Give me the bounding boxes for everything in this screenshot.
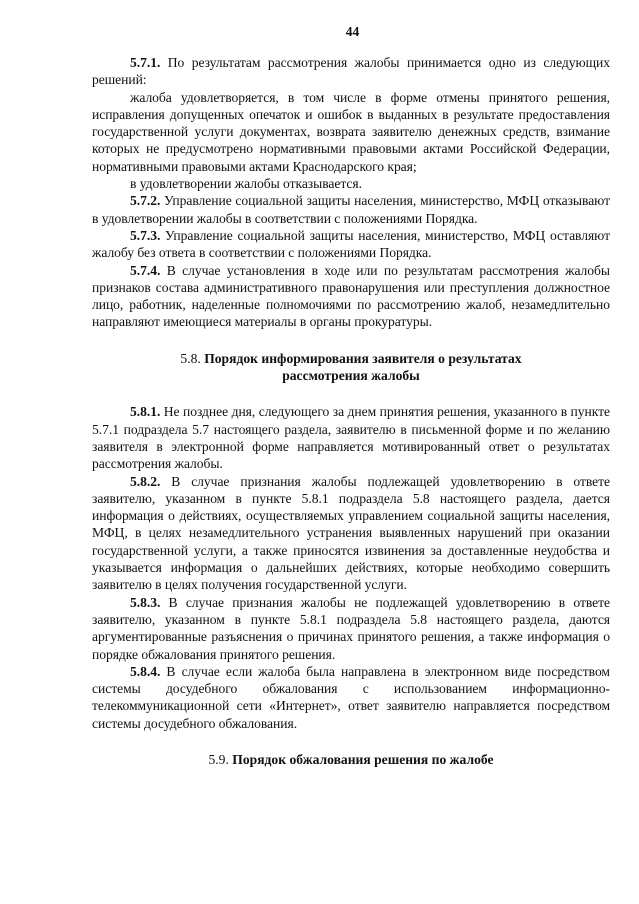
clause-text: В случае если жалоба была направлена в электронном виде посредством системы досудебного обжалования с использованием информационно-телекоммуникационной сети «Интернет», ответ заявителю направляется посредством системы досудебного обжалования. — [92, 663, 610, 731]
clause-text: В случае установления в ходе или по результатам рассмотрения жалобы признаков состава административного правонарушения или преступления должностное лицо, работник, наделенные полномочиями по рассмотрению жалоб, незамедлительно направляют имеющиеся материалы в органы прокуратуры. — [92, 262, 610, 330]
spacer — [92, 732, 610, 751]
page-number: 44 — [345, 24, 360, 39]
paragraph-5-7-1-option-2: в удовлетворении жалобы отказывается. — [130, 176, 362, 192]
section-heading-5-8 — [92, 350, 610, 385]
paragraph-5-8-4 — [92, 663, 610, 732]
paragraph-5-7-1 — [92, 54, 610, 89]
clause-number: 5.8.4. — [130, 663, 161, 679]
clause-text: По результатам рассмотрения жалобы принимается одно из следующих решений: — [92, 55, 610, 88]
paragraph-5-7-3 — [92, 227, 610, 262]
clause-text: Управление социальной защиты населения, министерство, МФЦ отказывают в удовлетворении жалобы в соответствии с положениями Порядка. — [92, 193, 610, 226]
clause-text: В случае признания жалобы не подлежащей удовлетворению в ответе заявителю, указанном в пункте 5.8.1 подраздела 5.8 настоящего раздела, даются аргументированные разъяснения о причинах принятого решения, а также информация о порядке обжалования принятого решения. — [92, 594, 610, 662]
clause-text: В случае признания жалобы подлежащей удовлетворению в ответе заявителю, указанном в пункте 5.8.1 подраздела 5.8 настоящего раздела, дается информация о действиях, осуществляемых управлением социальной защиты населения, МФЦ, в целях незамедлительного устранения выявленных нарушений при оказании государственной услуги, а также приносятся извинения за доставленные неудобства и указывается информация о дальнейших действиях, которые необходимо совершить заявителю в целях получения государственной услуги. — [92, 473, 610, 593]
paragraph-5-7-4 — [92, 262, 610, 331]
document-page — [92, 24, 610, 768]
clause-number: 5.7.4. — [130, 262, 161, 278]
paragraph-5-8-3 — [92, 594, 610, 663]
paragraph-5-7-2 — [92, 192, 610, 227]
paragraph-5-7-1-option-1: жалоба удовлетворяется, в том числе в форме отмены принятого решения, исправления допущенных опечаток и ошибок в выданных в результате предоставления государственной услуги документах, возврата заявителю денежных средств, взимание которых не предусмотрено нормативными правовыми актами Российской Федерации, нормативными правовыми актами Краснодарского края; — [92, 89, 610, 174]
spacer — [92, 331, 610, 350]
clause-number: 5.7.2. — [130, 193, 161, 209]
section-heading-5-9 — [92, 751, 610, 768]
clause-number: 5.8.1. — [130, 404, 161, 420]
paragraph-5-8-2 — [92, 473, 610, 594]
clause-text: Управление социальной защиты населения, министерство, МФЦ оставляют жалобу без ответа в соответствии с положениями Порядка. — [92, 227, 610, 261]
clause-number: 5.8.2. — [130, 473, 161, 489]
section-heading-line: рассмотрения жалобы — [282, 368, 420, 384]
section-number: 5.9. — [208, 751, 233, 767]
section-heading-line — [92, 350, 610, 367]
clause-number: 5.8.3. — [130, 594, 161, 610]
section-number: 5.8. — [180, 350, 205, 366]
clause-text: Не позднее дня, следующего за днем принятия решения, указанного в пункте 5.7.1 подраздела 5.7 настоящего раздела, заявителю в письменной форме и по желанию заявителя в электронной форме направляется мотивированный ответ о результатах рассмотрения жалобы. — [92, 404, 610, 472]
clause-number: 5.7.3. — [130, 227, 161, 243]
clause-number: 5.7.1. — [130, 55, 161, 70]
section-title: Порядок обжалования решения по жалобе — [232, 751, 494, 767]
paragraph-5-8-1 — [92, 403, 610, 472]
spacer — [92, 384, 610, 403]
section-title: Порядок информирования заявителя о результатах — [204, 350, 522, 366]
